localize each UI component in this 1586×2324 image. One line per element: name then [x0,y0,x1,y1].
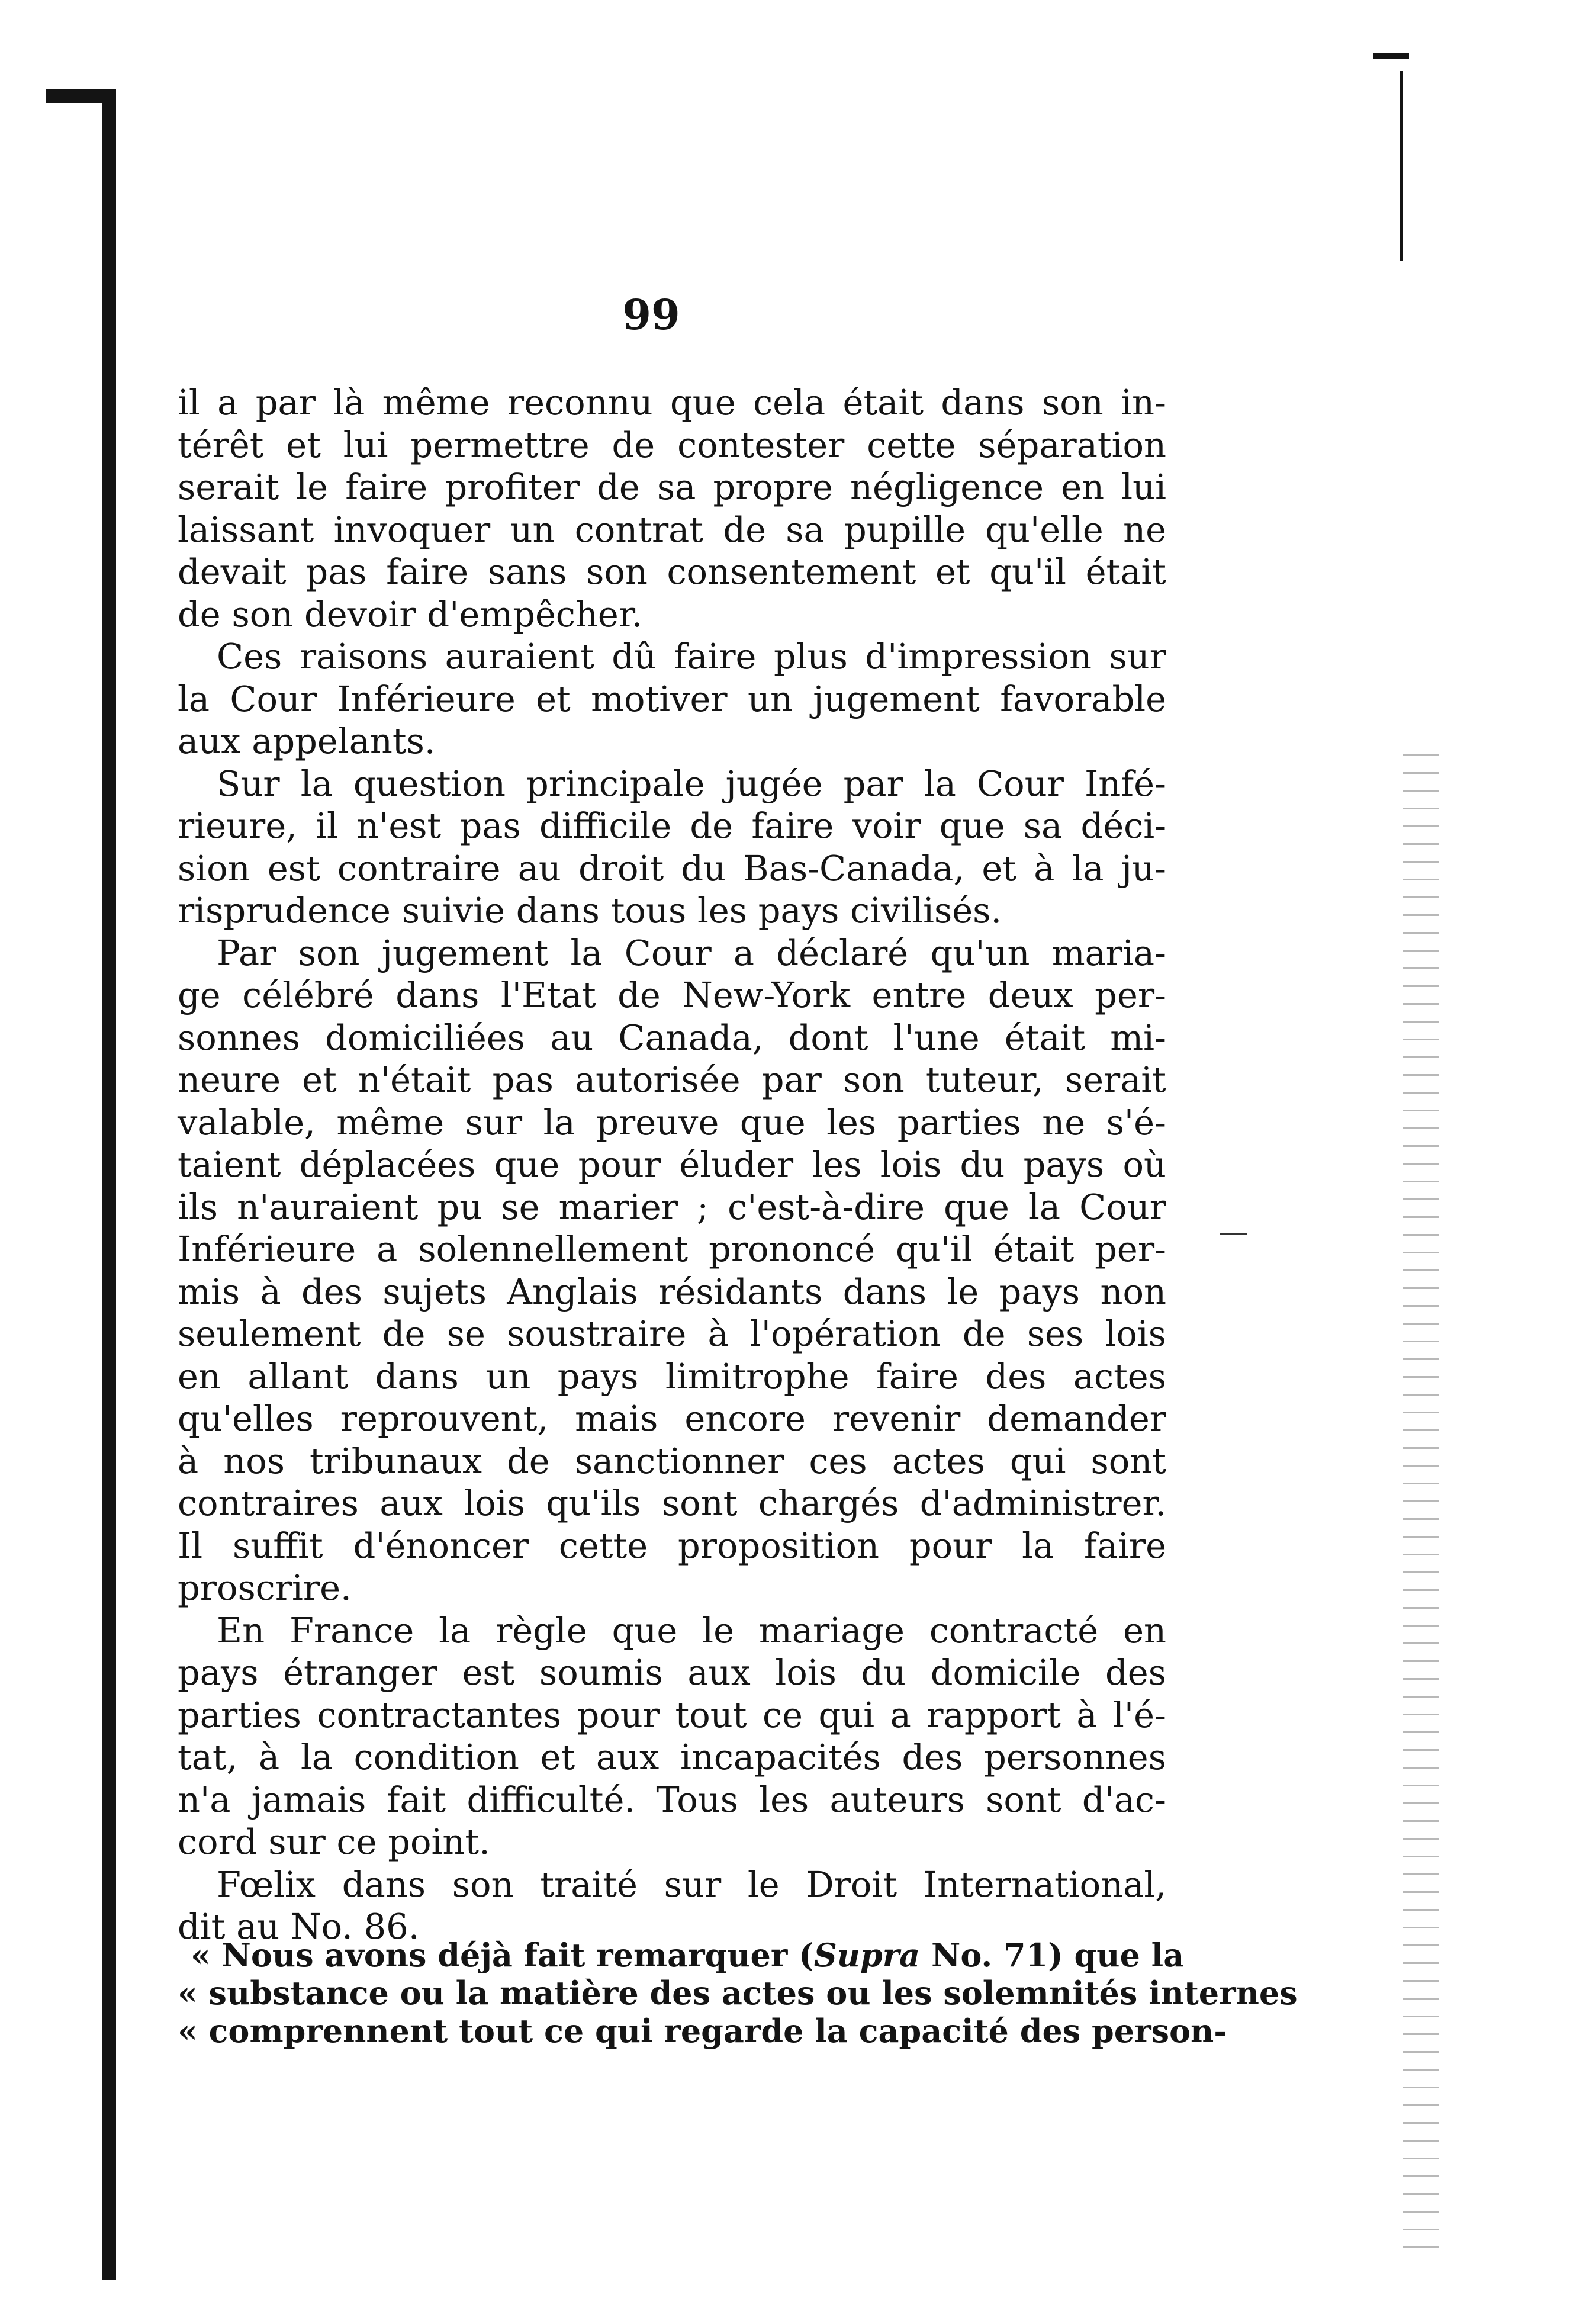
text-line: sion est contraire au droit du Bas-Canada, et à la ju- [178,847,1166,889]
margin-dash [1220,1233,1247,1235]
text-line: de son devoir d'empêcher. [178,593,643,635]
right-border-cap [1373,53,1409,59]
text-line: en allant dans un pays limitrophe faire des actes [178,1355,1166,1397]
text-line: ge célébré dans l'Etat de New-York entre deux per- [178,975,1166,1015]
text-line: cord sur ce point. [178,1821,490,1862]
text-line: pays étranger est soumis aux lois du domicile des [178,1652,1166,1693]
text-line: taient déplacées que pour éluder les lois du pays où [178,1144,1166,1185]
footnote-quote [178,1936,1298,2050]
text-line: proscrire. [178,1567,352,1608]
paragraph [178,1863,1166,1948]
text-line: térêt et lui permettre de contester cette séparation [178,424,1166,465]
text-line: aux appelants. [178,721,436,761]
text-line: En France la règle que le mariage contracté en [217,1609,1166,1651]
text-line: rieure, il n'est pas difficile de faire voir que sa déci- [178,805,1166,846]
paragraph [178,763,1166,932]
text-line: à nos tribunaux de sanctionner ces actes qui sont [178,1440,1166,1481]
text-line: tat, à la condition et aux incapacités des personnes [178,1737,1166,1777]
text-line: Sur la question principale jugée par la Cour Infé- [217,763,1166,804]
left-border-rule [102,89,116,2280]
text-line: il a par là même reconnu que cela était dans son in- [178,382,1166,423]
page-edge-speckle [1403,746,1439,2262]
text-line: laissant invoquer un contrat de sa pupille qu'elle ne [178,509,1166,550]
text-line: seulement de se soustraire à l'opération de ses lois [178,1313,1166,1354]
text-line: Ces raisons auraient dû faire plus d'impression sur [217,636,1166,677]
text-line: qu'elles reprouvent, mais encore revenir demander [178,1398,1166,1439]
body-text [178,381,1166,1948]
text-line: devait pas faire sans son consentement et qu'il était [178,551,1166,592]
quote-line: « Nous avons déjà fait remarquer (Supra No. 71) que la [191,1936,1185,1974]
text-line: dit au No. 86. [178,1906,420,1947]
text-line: neure et n'était pas autorisée par son tuteur, serait [178,1059,1166,1100]
right-border-rule [1400,71,1403,261]
quote-line: « substance ou la matière des actes ou les solemnités internes [178,1974,1298,2012]
text-line: serait le faire profiter de sa propre négligence en lui [178,467,1166,507]
paragraph [178,635,1166,763]
paragraph [178,1609,1166,1863]
paragraph [178,381,1166,635]
text-line: ils n'auraient pu se marier ; c'est-à-dire que la Cour [178,1186,1166,1227]
text-line: Fœlix dans son traité sur le Droit International, [217,1863,1166,1905]
page-number: 99 [622,290,680,339]
text-line: risprudence suivie dans tous les pays civilisés. [178,890,1002,931]
text-line: valable, même sur la preuve que les parties ne s'é- [178,1101,1166,1143]
text-line: la Cour Inférieure et motiver un jugement favorable [178,678,1166,719]
text-line: Par son jugement la Cour a déclaré qu'un maria- [217,932,1166,973]
paragraph [178,932,1166,1609]
quote-line: « comprennent tout ce qui regarde la capacité des person- [178,2012,1227,2050]
text-line: Il suffit d'énoncer cette proposition pour la faire [178,1525,1166,1566]
text-line: Inférieure a solennellement prononcé qu'il était per- [178,1229,1166,1269]
text-line: contraires aux lois qu'ils sont chargés d'administrer. [178,1483,1166,1523]
text-line: n'a jamais fait difficulté. Tous les auteurs sont d'ac- [178,1779,1166,1820]
text-line: mis à des sujets Anglais résidants dans le pays non [178,1271,1166,1312]
text-line: parties contractantes pour tout ce qui a rapport à l'é- [178,1694,1166,1735]
text-line: sonnes domiciliées au Canada, dont l'une était mi- [178,1017,1166,1058]
